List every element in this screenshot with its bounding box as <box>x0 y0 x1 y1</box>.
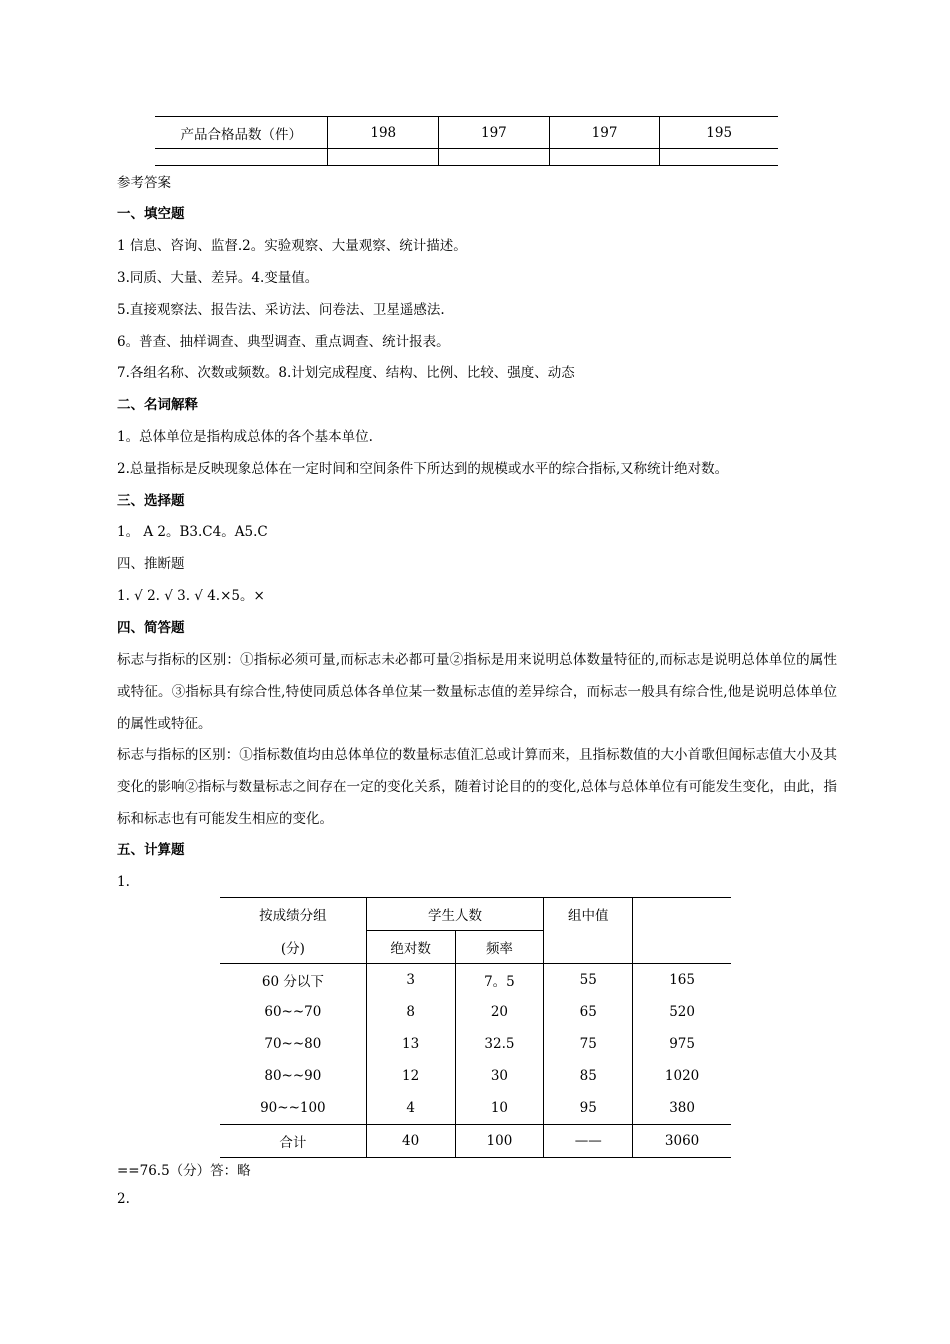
qualified-products-table <box>155 116 778 166</box>
table-cell: 55 <box>544 964 633 997</box>
table-cell: 10 <box>455 1092 544 1125</box>
table-cell: 197 <box>549 117 660 149</box>
table-cell: 520 <box>633 996 731 1028</box>
table-cell: 4 <box>366 1092 455 1125</box>
table-row <box>220 1060 731 1092</box>
table-cell: 3 <box>366 964 455 997</box>
table-cell: 13 <box>366 1028 455 1060</box>
table-row <box>220 1028 731 1060</box>
header-students: 学生人数 <box>366 898 544 931</box>
table-cell: 60~~70 <box>264 1004 322 1020</box>
answer-line: 3.同质、大量、差异。4.变量值。 <box>117 270 319 286</box>
header-frequency: 频率 <box>455 931 544 964</box>
section-heading-calculation: 五、计算题 <box>117 842 185 858</box>
item-number: 1. <box>117 874 130 890</box>
answer-line: 5.直接观察法、报告法、采访法、问卷法、卫星遥感法. <box>117 302 445 318</box>
item-number: 2. <box>117 1191 130 1207</box>
table-cell: 195 <box>660 117 778 149</box>
table-cell: 70~~80 <box>264 1036 322 1052</box>
answer-line: 1. √ 2. √ 3. √ 4.×5。× <box>117 588 265 604</box>
header-midpoint: 组中值 <box>544 898 633 964</box>
section-heading-choice: 三、选择题 <box>117 493 185 509</box>
answer-line: 1。 A 2。B3.C4。A5.C <box>117 524 268 540</box>
section-heading-terms: 二、名词解释 <box>117 397 198 413</box>
section-heading-fill-blank: 一、填空题 <box>117 206 185 222</box>
table-row <box>220 964 731 997</box>
table-row <box>155 149 778 166</box>
table-cell: 20 <box>455 996 544 1028</box>
short-answer-paragraph: 标志与指标的区别：①指标数值均由总体单位的数量标志值汇总或计算而来，且指标数值的大小首歌但闻标志值大小及其变化的影响②指标与数量标志之间存在一定的变化关系，随着讨论目的的变化,总体与总体单位有可能发生变化，由此，指标和标志也有可能发生相应的变化。 <box>117 747 837 827</box>
table-cell: 65 <box>544 996 633 1028</box>
answer-line: 6。普查、抽样调查、典型调查、重点调查、统计报表。 <box>117 334 450 350</box>
header-product <box>633 898 731 964</box>
table-row <box>220 1092 731 1125</box>
table-row <box>155 117 778 149</box>
table-cell: 165 <box>633 964 731 997</box>
header-group: 按成绩分组 <box>220 898 366 931</box>
section-heading-judgement: 四、推断题 <box>117 556 185 572</box>
table-cell: 380 <box>633 1092 731 1125</box>
header-group-unit: (分) <box>280 940 305 957</box>
table-cell: 75 <box>544 1028 633 1060</box>
table-cell: 32.5 <box>455 1028 544 1060</box>
table-cell: 60 分以下 <box>220 964 366 997</box>
short-answer-paragraph: 标志与指标的区别：①指标必须可量,而标志未必都可量②指标是用来说明总体数量特征的,而标志是说明总体单位的属性或特征。③指标具有综合性,特使同质总体各单位某一数量标志值的差异综合，而标志一般具有综合性,他是说明总体单位的属性或特征。 <box>117 652 837 732</box>
table-cell: 7。5 <box>455 964 544 997</box>
table-total-row <box>220 1125 731 1158</box>
table-cell: 合计 <box>220 1125 366 1158</box>
row-label: 产品合格品数（件） <box>155 117 328 149</box>
answer-line: 1 信息、咨询、监督.2。实验观察、大量观察、统计描述。 <box>117 238 467 254</box>
answers-title: 参考答案 <box>117 175 171 191</box>
table-cell: 1020 <box>633 1060 731 1092</box>
answer-line: 7.各组名称、次数或频数。8.计划完成程度、结构、比例、比较、强度、动态 <box>117 365 575 381</box>
header-absolute: 绝对数 <box>366 931 455 964</box>
score-distribution-table <box>220 897 731 1158</box>
table-cell: 197 <box>439 117 550 149</box>
table-cell: 198 <box>328 117 439 149</box>
table-cell: 90~~100 <box>260 1100 326 1116</box>
table-cell: 80~~90 <box>264 1068 322 1084</box>
table-cell: 100 <box>455 1125 544 1158</box>
table-row <box>220 996 731 1028</box>
answer-line: 2.总量指标是反映现象总体在一定时间和空间条件下所达到的规模或水平的综合指标,又称统计绝对数。 <box>117 461 729 477</box>
table-cell: 975 <box>633 1028 731 1060</box>
table-cell: 85 <box>544 1060 633 1092</box>
table-cell: 3060 <box>633 1125 731 1158</box>
table-cell: 30 <box>455 1060 544 1092</box>
answer-line: 1。总体单位是指构成总体的各个基本单位. <box>117 429 373 445</box>
table-header-row <box>220 898 731 931</box>
table-cell: 8 <box>366 996 455 1028</box>
section-heading-short-answer: 四、简答题 <box>117 620 185 636</box>
table-cell: 40 <box>366 1125 455 1158</box>
table-cell: 95 <box>544 1092 633 1125</box>
calculation-result: ==76.5（分）答：略 <box>117 1163 251 1179</box>
table-cell: —— <box>544 1125 633 1158</box>
table-cell: 12 <box>366 1060 455 1092</box>
